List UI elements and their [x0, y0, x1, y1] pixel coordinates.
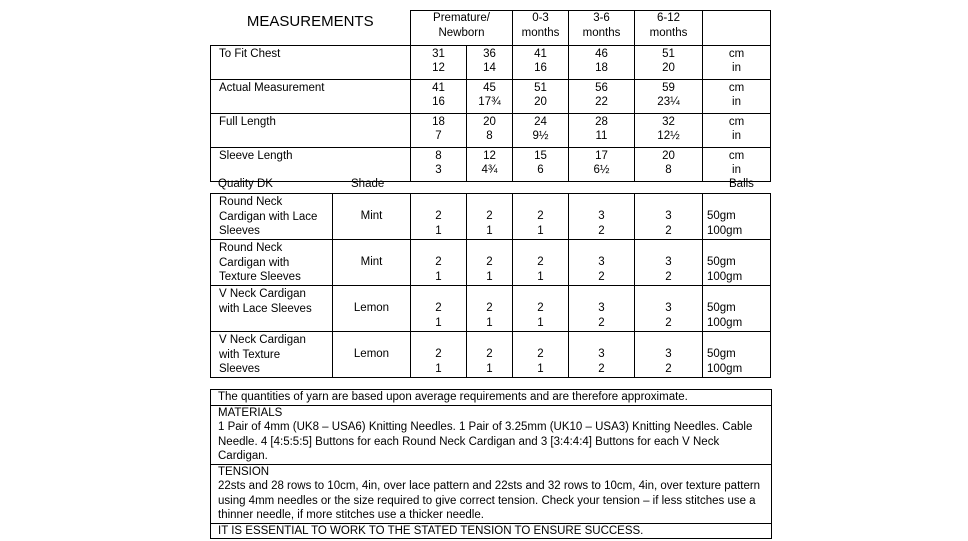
- ball-count: 2 1: [411, 194, 467, 240]
- measurement-unit: cm in: [703, 45, 771, 79]
- measurement-value: 24 9½: [513, 113, 569, 147]
- measurement-value: 18 7: [411, 113, 467, 147]
- garment-name: Round Neck Cardigan with Texture Sleeves: [211, 240, 333, 286]
- tension-text: 22sts and 28 rows to 10cm, 4in, over lace pattern and 22sts and 32 rows to 10cm, 4in, over texture pattern using 4mm needles or the size required to give correct tension. Check your tension – if less stitches use a thinner needle, if more stitches use a thicker needle.: [218, 480, 761, 521]
- measurement-value: 15 6: [513, 147, 569, 181]
- tension-section: [211, 464, 772, 523]
- ball-count: 2 1: [411, 286, 467, 332]
- ball-count: 3 2: [569, 332, 635, 378]
- measurement-value: 20 8: [467, 113, 513, 147]
- measurements-header-row: [211, 11, 771, 46]
- measurement-value: 51 20: [635, 45, 703, 79]
- measurement-value: 59 23¼: [635, 79, 703, 113]
- ball-count: 3 2: [635, 332, 703, 378]
- measurement-label: Actual Measurement: [211, 79, 411, 113]
- ball-count: 2 1: [513, 194, 569, 240]
- ball-weight: 50gm 100gm: [703, 286, 771, 332]
- measurement-value: 41 16: [513, 45, 569, 79]
- ball-count: 2 1: [411, 240, 467, 286]
- measurement-label: Sleeve Length: [211, 147, 411, 181]
- materials-section: [211, 405, 772, 464]
- measurement-value: 46 18: [569, 45, 635, 79]
- measurement-row: [211, 147, 771, 181]
- ball-count: 2 1: [513, 240, 569, 286]
- yarn-row: [211, 286, 771, 332]
- measurement-label: To Fit Chest: [211, 45, 411, 79]
- ball-count: 2 1: [467, 240, 513, 286]
- measurement-value: 32 12½: [635, 113, 703, 147]
- quantities-note: The quantities of yarn are based upon average requirements and are therefore approximate.: [211, 390, 772, 406]
- unit-header: [703, 11, 771, 46]
- yarn-row: [211, 194, 771, 240]
- measurement-value: 8 3: [411, 147, 467, 181]
- shade-label: Shade: [351, 178, 385, 190]
- tension-title: TENSION: [218, 465, 270, 478]
- notes-box: [210, 389, 772, 539]
- ball-count: 3 2: [569, 286, 635, 332]
- ball-count: 2 1: [513, 286, 569, 332]
- ball-count: 2 1: [467, 332, 513, 378]
- materials-title: MATERIALS: [218, 406, 283, 419]
- garment-name: V Neck Cardigan with Lace Sleeves: [211, 286, 333, 332]
- garment-name: V Neck Cardigan with Texture Sleeves: [211, 332, 333, 378]
- measurements-title: MEASUREMENTS: [246, 12, 374, 30]
- ball-count: 2 1: [411, 332, 467, 378]
- size-header-3-6: 3-6 months: [569, 11, 635, 46]
- ball-count: 2 1: [513, 332, 569, 378]
- ball-count: 2 1: [467, 194, 513, 240]
- ball-weight: 50gm 100gm: [703, 240, 771, 286]
- size-header-newborn: Premature/ Newborn: [411, 11, 513, 46]
- ball-count: 3 2: [635, 286, 703, 332]
- ball-count: 3 2: [635, 194, 703, 240]
- measurement-unit: cm in: [703, 147, 771, 181]
- ball-weight: 50gm 100gm: [703, 194, 771, 240]
- measurement-value: 12 4¾: [467, 147, 513, 181]
- ball-count: 3 2: [569, 240, 635, 286]
- shade-value: Lemon: [333, 286, 411, 332]
- shade-value: Mint: [333, 240, 411, 286]
- materials-text: 1 Pair of 4mm (UK8 – USA6) Knitting Needles. 1 Pair of 3.25mm (UK10 – USA3) Knitting Needles. Cable Needle. 4 [4:5:5:5] Buttons for each Round Neck Cardigan and 3 [3:4:4:4] Buttons for each V Neck Cardigan.: [218, 421, 753, 462]
- ball-count: 3 2: [635, 240, 703, 286]
- measurement-value: 45 17¾: [467, 79, 513, 113]
- ball-weight: 50gm 100gm: [703, 332, 771, 378]
- size-header-6-12: 6-12 months: [635, 11, 703, 46]
- measurement-value: 41 16: [411, 79, 467, 113]
- ball-count: 3 2: [569, 194, 635, 240]
- measurement-value: 36 14: [467, 45, 513, 79]
- essential-note: IT IS ESSENTIAL TO WORK TO THE STATED TENSION TO ENSURE SUCCESS.: [211, 523, 772, 539]
- measurements-table: [210, 10, 771, 182]
- measurement-value: 31 12: [411, 45, 467, 79]
- measurement-row: [211, 79, 771, 113]
- measurement-value: 28 11: [569, 113, 635, 147]
- quality-label: Quality DK: [218, 178, 273, 190]
- ball-count: 2 1: [467, 286, 513, 332]
- garment-name: Round Neck Cardigan with Lace Sleeves: [211, 194, 333, 240]
- size-header-0-3: 0-3 months: [513, 11, 569, 46]
- measurement-unit: cm in: [703, 113, 771, 147]
- shade-value: Lemon: [333, 332, 411, 378]
- yarn-header: [210, 178, 772, 194]
- measurement-value: 17 6½: [569, 147, 635, 181]
- measurement-value: 51 20: [513, 79, 569, 113]
- balls-label: Balls: [729, 178, 754, 190]
- measurement-value: 20 8: [635, 147, 703, 181]
- measurement-label: Full Length: [211, 113, 411, 147]
- shade-value: Mint: [333, 194, 411, 240]
- yarn-table: [210, 193, 771, 378]
- measurement-row: [211, 113, 771, 147]
- measurement-row: [211, 45, 771, 79]
- measurement-value: 56 22: [569, 79, 635, 113]
- measurement-unit: cm in: [703, 79, 771, 113]
- yarn-row: [211, 240, 771, 286]
- yarn-row: [211, 332, 771, 378]
